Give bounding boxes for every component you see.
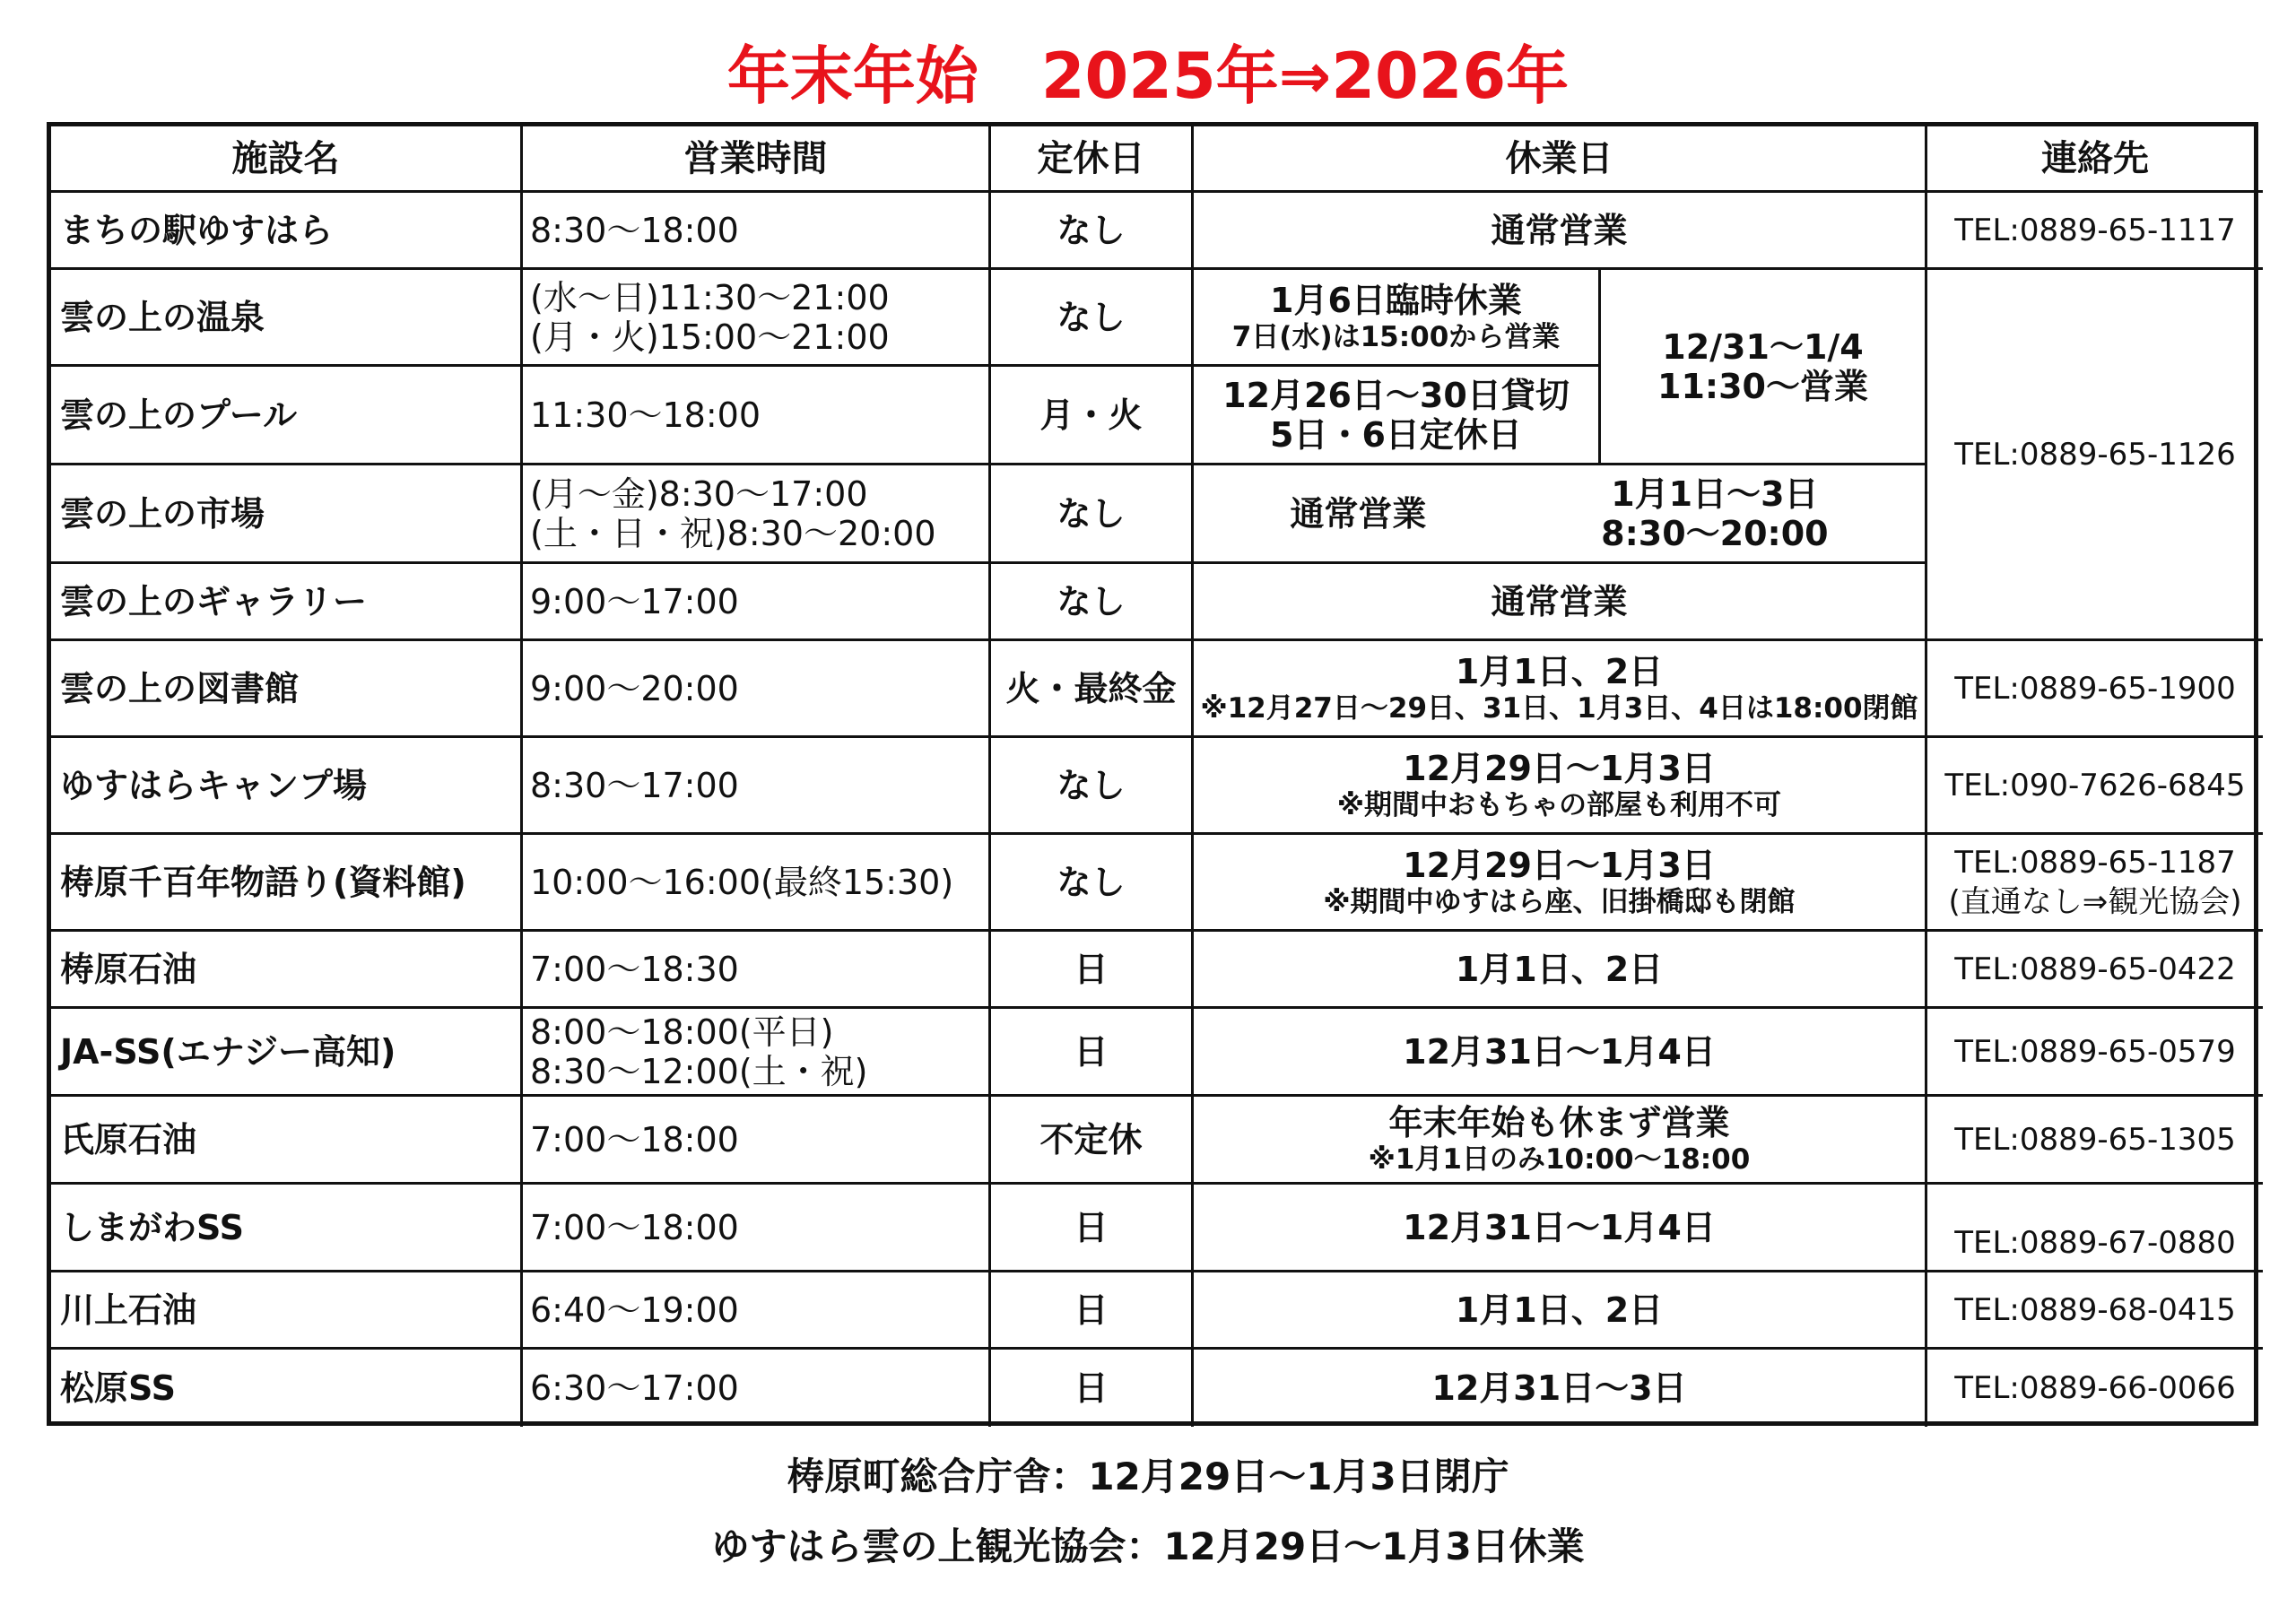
closed-days: 通常営業 bbox=[1194, 564, 1927, 641]
contact-tel: TEL:0889-65-1900 bbox=[1927, 641, 2263, 738]
closed-line-2: ※期間中おもちゃの部屋も利用不可 bbox=[1336, 788, 1782, 821]
facility-name: 梼原千百年物語り(資料館) bbox=[51, 835, 523, 932]
regular-holiday: 日 bbox=[991, 1272, 1194, 1350]
page-title: 年末年始 2025年⇒2026年 bbox=[726, 39, 1570, 113]
contact-tel: TEL:0889-68-0415 bbox=[1927, 1272, 2263, 1350]
header-facility: 施設名 bbox=[51, 126, 523, 193]
closed-line-2: ※12月27日～29日、31日、1月3日、4日は18:00閉館 bbox=[1200, 691, 1918, 725]
facility-name: 雲の上の市場 bbox=[51, 465, 523, 564]
regular-holiday: なし bbox=[991, 564, 1194, 641]
regular-holiday: なし bbox=[991, 738, 1194, 835]
regular-holiday: 火・最終金 bbox=[991, 641, 1194, 738]
business-hours: 11:30～18:00 bbox=[523, 367, 991, 465]
closed-days: 12月31日～1月4日 bbox=[1194, 1185, 1927, 1272]
closed-line-1: 年末年始も休まず営業 bbox=[1388, 1102, 1730, 1142]
closed-days: 1月1日、2日 bbox=[1194, 932, 1927, 1009]
schedule-table bbox=[47, 122, 2258, 1426]
business-hours: 8:30～18:00 bbox=[523, 193, 991, 270]
facility-name: 雲の上の温泉 bbox=[51, 270, 523, 367]
shared-closed-line-2: 11:30～営業 bbox=[1657, 366, 1868, 406]
business-hours: 6:30～17:00 bbox=[523, 1350, 991, 1427]
closed-line-1: 12月29日～1月3日 bbox=[1403, 748, 1716, 788]
facility-name: 雲の上のプール bbox=[51, 367, 523, 465]
business-hours: 10:00～16:00(最終15:30) bbox=[523, 835, 991, 932]
header-regular-holiday: 定休日 bbox=[991, 126, 1194, 193]
business-hours bbox=[523, 465, 991, 564]
contact-tel: TEL:0889-67-0880 bbox=[1927, 1185, 2263, 1272]
closed-line-1: 1月1日、2日 bbox=[1455, 651, 1664, 691]
hours-line-2: (土・日・祝)8:30～20:00 bbox=[530, 513, 936, 553]
business-hours: 7:00～18:00 bbox=[523, 1097, 991, 1185]
closed-days: 1月1日、2日 bbox=[1194, 1272, 1927, 1350]
closed-line-1: 12月26日～30日貸切 bbox=[1222, 375, 1570, 415]
facility-name: しまがわSS bbox=[51, 1185, 523, 1272]
regular-holiday: なし bbox=[991, 465, 1194, 564]
business-hours bbox=[523, 1009, 991, 1097]
business-hours: 7:00～18:30 bbox=[523, 932, 991, 1009]
closed-line-2: 7日(水)は15:00から営業 bbox=[1231, 320, 1561, 353]
facility-name: 氏原石油 bbox=[51, 1097, 523, 1185]
regular-holiday: 不定休 bbox=[991, 1097, 1194, 1185]
contact-tel: TEL:0889-65-0579 bbox=[1927, 1009, 2263, 1097]
hours-line-1: (水～日)11:30～21:00 bbox=[530, 277, 890, 317]
regular-holiday: なし bbox=[991, 835, 1194, 932]
business-hours: 6:40～19:00 bbox=[523, 1272, 991, 1350]
contact-tel: TEL:090-7626-6845 bbox=[1927, 738, 2263, 835]
regular-holiday: 日 bbox=[991, 1185, 1194, 1272]
closed-left: 通常営業 bbox=[1290, 493, 1427, 534]
tel-line-1: TEL:0889-65-1187 bbox=[1954, 844, 2236, 881]
closed-days bbox=[1194, 1097, 1927, 1185]
contact-tel: TEL:0889-65-1305 bbox=[1927, 1097, 2263, 1185]
hours-line-2: (月・火)15:00～21:00 bbox=[530, 317, 890, 357]
regular-holiday: 月・火 bbox=[991, 367, 1194, 465]
contact-tel: TEL:0889-65-0422 bbox=[1927, 932, 2263, 1009]
regular-holiday: 日 bbox=[991, 932, 1194, 1009]
contact-tel: TEL:0889-65-1117 bbox=[1927, 193, 2263, 270]
closed-right-line-1: 1月1日～3日 bbox=[1611, 473, 1819, 514]
closed-right bbox=[1601, 474, 1828, 553]
hours-line-2: 8:30～12:00(土・祝) bbox=[530, 1051, 868, 1091]
closed-days bbox=[1194, 835, 1927, 932]
closed-days: 12月31日～3日 bbox=[1194, 1350, 1927, 1427]
closed-days bbox=[1194, 738, 1927, 835]
footer-line-1: 梼原町総合庁舎：12月29日～1月3日閉庁 bbox=[787, 1455, 1509, 1498]
business-hours: 8:30～17:00 bbox=[523, 738, 991, 835]
tel-line-2: (直通なし⇒観光協会) bbox=[1948, 883, 2242, 920]
closed-days: 12月31日～1月4日 bbox=[1194, 1009, 1927, 1097]
closed-days bbox=[1194, 270, 1601, 367]
business-hours bbox=[523, 270, 991, 367]
business-hours: 7:00～18:00 bbox=[523, 1185, 991, 1272]
facility-name: 雲の上のギャラリー bbox=[51, 564, 523, 641]
hours-line-1: (月～金)8:30～17:00 bbox=[530, 473, 868, 514]
closed-line-2: ※1月1日のみ10:00～18:00 bbox=[1368, 1142, 1751, 1176]
closed-line-1: 1月6日臨時休業 bbox=[1270, 280, 1522, 320]
contact-tel bbox=[1927, 835, 2263, 932]
regular-holiday: 日 bbox=[991, 1009, 1194, 1097]
contact-tel: TEL:0889-66-0066 bbox=[1954, 1370, 2236, 1406]
facility-name: 川上石油 bbox=[51, 1272, 523, 1350]
facility-name: 雲の上の図書館 bbox=[51, 641, 523, 738]
closed-days bbox=[1194, 465, 1927, 564]
closed-days bbox=[1194, 367, 1601, 465]
regular-holiday: なし bbox=[991, 193, 1194, 270]
closed-line-2: 5日・6日定休日 bbox=[1270, 414, 1522, 455]
hours-line-1: 8:00～18:00(平日) bbox=[530, 1012, 834, 1052]
business-hours: 9:00～20:00 bbox=[523, 641, 991, 738]
closed-days bbox=[1194, 641, 1927, 738]
header-hours: 営業時間 bbox=[523, 126, 991, 193]
facility-name: 梼原石油 bbox=[51, 932, 523, 1009]
contact-tel: TEL:0889-65-1126 bbox=[1927, 270, 2263, 641]
facility-name: ゆすはらキャンプ場 bbox=[51, 738, 523, 835]
facility-name: まちの駅ゆすはら bbox=[51, 193, 523, 270]
closed-days: 通常営業 bbox=[1194, 193, 1927, 270]
closed-line-1: 12月29日～1月3日 bbox=[1403, 845, 1716, 885]
regular-holiday: 日 bbox=[991, 1350, 1194, 1427]
header-contact: 連絡先 bbox=[1927, 126, 2263, 193]
shared-closed-days bbox=[1601, 270, 1927, 465]
footer-line-2: ゆすはら雲の上観光協会：12月29日～1月3日休業 bbox=[711, 1524, 1585, 1568]
facility-name: 松原SS bbox=[51, 1350, 523, 1427]
closed-line-2: ※期間中ゆすはら座、旧掛橋邸も閉館 bbox=[1323, 885, 1796, 918]
header-closed-days: 休業日 bbox=[1194, 126, 1927, 193]
regular-holiday: なし bbox=[991, 270, 1194, 367]
facility-name: JA-SS(エナジー高知) bbox=[51, 1009, 523, 1097]
business-hours: 9:00～17:00 bbox=[523, 564, 991, 641]
shared-closed-line-1: 12/31～1/4 bbox=[1662, 326, 1864, 367]
closed-right-line-2: 8:30～20:00 bbox=[1601, 513, 1829, 553]
